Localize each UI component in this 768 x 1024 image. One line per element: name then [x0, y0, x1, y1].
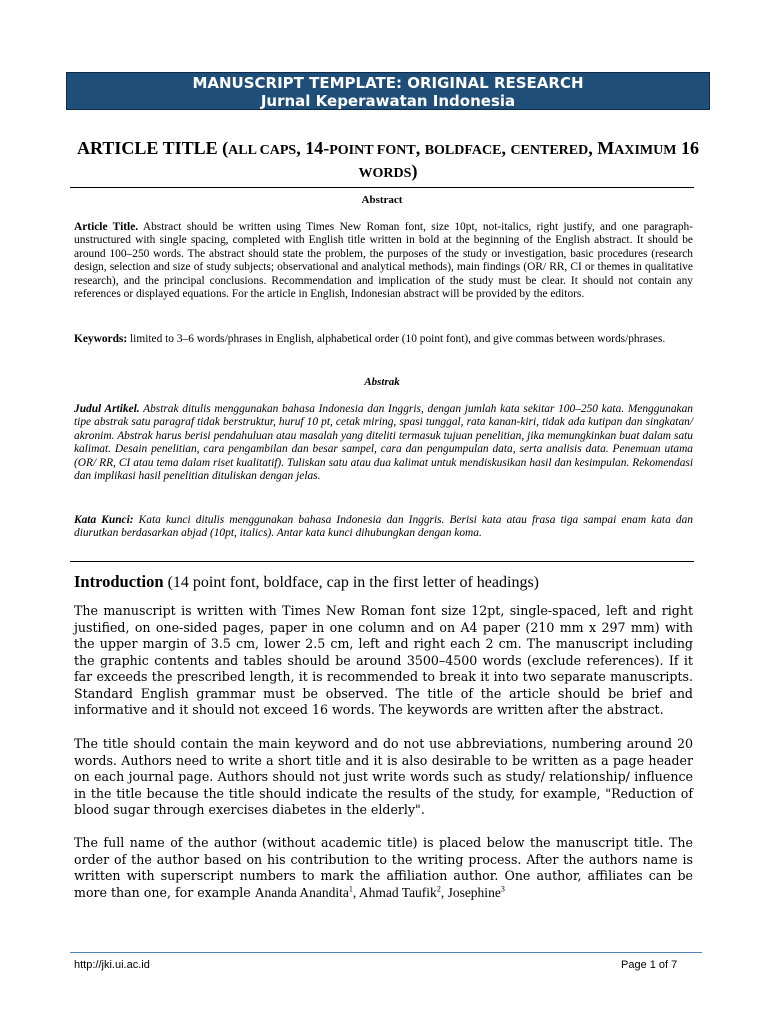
title-text: ARTICLE TITLE (: [77, 138, 229, 158]
author-affiliation-number: 1: [348, 884, 353, 893]
footer-divider: [70, 952, 702, 953]
introduction-heading: [74, 572, 704, 592]
author-name: Josephine: [447, 884, 501, 900]
keywords-id-text: Kata kunci ditulis menggunakan bahasa Indonesia dan Inggris. Berisi kata atau frasa tiga sampai enam kata dan diurutkan berdasarkan abjad (10pt, italics). Antar kata kunci dihubungkan dengan koma.: [74, 514, 693, 540]
title-text: WORDS: [358, 166, 412, 181]
keywords-en-text: limited to 3–6 words/phrases in English, alphabetical order (10 point font), and give commas between words/phrases.: [127, 333, 666, 345]
title-text: AXIMUM: [614, 143, 677, 158]
keywords-en-paragraph: [74, 333, 693, 346]
author-name: Ahmad Taufik: [358, 884, 437, 900]
abstract-id-paragraph: [74, 403, 693, 483]
author-separator: ,: [440, 884, 448, 900]
introduction-title: Introduction: [74, 572, 164, 591]
author-name: Ananda Anandita: [254, 884, 349, 900]
abstract-id-lead: Judul Artikel.: [74, 403, 140, 415]
intro-paragraph-1: The manuscript is written with Times New Roman font size 12pt, single-spaced, left and right justified, on one-sided pages, paper in one column and on A4 paper (210 mm x 297 mm) with the upper margin of 3.5 cm, lower 2.5 cm, left and right each 2 cm. The manuscript including the graphic contents and tables should be around 3500–4500 words (exclude references). If it far exceeds the prescribed length, it is recommended to break it into two separate manuscripts. Standard English grammar must be observed. The title of the article should be brief and informative and it should not exceed 16 words. The keywords are written after the abstract.: [74, 603, 693, 717]
intro-paragraph-2: The title should contain the main keyword and do not use abbreviations, numbering around 20 words. Authors need to write a short title and it is also desirable to be written as a page header on each journal page. Authors should not just write words such as study/ relationship/ influence in the title because the title should indicate the results of the study, for example, "Reduction of blood sugar through exercises diabetes in the elderly".: [74, 736, 693, 817]
total-pages: 7: [671, 959, 678, 971]
abstract-id-text: Abstrak ditulis menggunakan bahasa Indonesia dan Inggris, dengan jumlah kata sekitar 100–250 kata. Menggunakan tipe abstrak satu paragraf tidak berstruktur, huruf 10 pt, cetak miring, spasi tunggal, rata kanan-kiri, tidak ada kutipan dan singkatan/ akronim. Abstrak harus berisi pendahuluan atau masalah yang diteliti termasuk tujuan penelitian, jika memungkinkan buat dalam satu kalimat. Desain penelitian, cara pengambilan dan besar sampel, cara dan pengumpulan data, serta analisis data. Penemuan utama (OR/ RR, CI atau tema dalam riset kualitatif). Tuliskan satu atau dua kalimat untuk mendiskusikan hasil dan kesimpulan. Rekomendasi dan implikasi hasil penelitian dituliskan dengan jelas.: [74, 403, 693, 483]
abstract-heading: Abstract: [361, 194, 403, 206]
title-text: ): [411, 161, 418, 181]
journal-header-banner: [66, 72, 710, 110]
page-label: Page: [621, 959, 650, 971]
author-affiliation-number: 3: [500, 884, 505, 893]
page-of-label: of: [655, 959, 672, 971]
abstract-en-text: Abstract should be written using Times New Roman font, size 10pt, not-italics, right justify, and one paragraph-unstructured with single spacing, completed with English title written in bold at the beginning of the English abstract. It should be around 100–250 words. The abstract should state the problem, the purposes of the study or investigation, basic procedures (research design, selection and size of study subjects; observational and analytical methods), main findings (OR/ RR, CI or themes in qualitative research), and the principal conclusions. Recommendation and implication of the study must be clear. It should not contain any references or displayed equations. For the article in English, Indonesian abstract will be provided by the editors.: [74, 221, 694, 301]
abstrak-heading: Abstrak: [364, 376, 400, 388]
author-example: [255, 885, 505, 900]
header-line-journal: Jurnal Keperawatan Indonesia: [260, 92, 516, 110]
title-text: , M: [588, 138, 615, 158]
title-text: , 14-: [296, 138, 330, 158]
intro-paragraph-3-text: The full name of the author (without academic title) is placed below the manuscript title. The order of the author based on his contribution to the writing process. After the authors name is written with superscript numbers to mark the affiliation author. One author, affiliates can be more than one, for example: [74, 835, 693, 900]
author-affiliation-number: 2: [436, 884, 441, 893]
article-title: [70, 138, 706, 184]
footer-url: http://jki.ui.ac.id: [74, 959, 150, 971]
title-divider: [70, 187, 694, 188]
keywords-en-lead: Keywords:: [74, 333, 128, 345]
abstract-en-lead: Article Title.: [74, 221, 139, 233]
abstract-en-paragraph: [74, 221, 693, 301]
abstract-divider: [70, 561, 694, 562]
title-text: BOLDFACE: [424, 143, 502, 158]
author-separator: ,: [352, 884, 359, 900]
title-text: ALL CAPS: [228, 143, 297, 158]
page-number: [621, 959, 677, 971]
title-text: ,: [415, 138, 425, 158]
title-text: ,: [501, 138, 511, 158]
title-text: 16: [676, 138, 699, 158]
keywords-id-lead: Kata Kunci:: [74, 514, 134, 526]
keywords-id-paragraph: [74, 514, 693, 541]
intro-paragraph-3: [74, 835, 693, 901]
title-text: CENTERED: [510, 143, 589, 158]
title-text: POINT FONT: [329, 143, 416, 158]
header-line-template: MANUSCRIPT TEMPLATE: ORIGINAL RESEARCH: [192, 74, 584, 92]
introduction-note: (14 point font, boldface, cap in the first letter of headings): [163, 574, 539, 591]
current-page: 1: [649, 959, 656, 971]
